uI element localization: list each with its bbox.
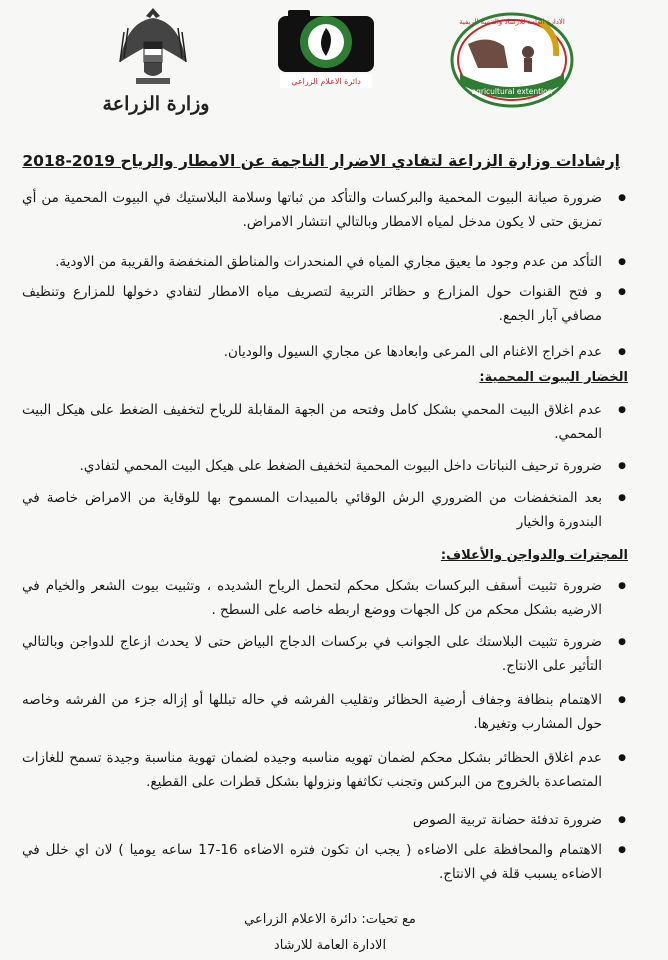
livestock-item-5: ● ضرورة تدفئة حضانة تربية الصوص	[22, 808, 628, 832]
eagle-emblem-logo	[116, 2, 190, 92]
general-item-4: ● عدم اخراج الاغنام الى المرعى وابعادها عن مجاري السيول والوديان.	[22, 340, 628, 364]
document-title: إرشادات وزارة الزراعة لتفادي الاضرار الناجمة عن الامطار والرياح 2019-2018	[22, 152, 620, 170]
general-item-2: ● التأكد من عدم وجود ما يعيق مجاري المياه في المنحدرات والمناطق المنخفضة والقريبة من الاودية.	[22, 250, 628, 274]
greenhouse-item-2: ● ضرورة ترحيف النباتات داخل البيوت المحمية لتخفيف الضغط على هيكل البيت المحمي لتفادي.	[22, 454, 628, 478]
greenhouse-heading: الخضار البيوت المحمية:	[479, 370, 628, 385]
general-item-1: ● ضرورة صيانة البيوت المحمية والبركسات والتأكد من ثباتها وسلامة البلاستيك في البيوت المحمية من أي تمزيق حتى لا يكون مدخل لمياه الامطار وبالتالي انتشار الامراض.	[22, 186, 628, 234]
livestock-item-2: ● ضرورة تثبيت البلاستك على الجوانب في بركسات الدجاج البياض حتى لا يحدث ازعاج للدواجن وبالتالي التأثير على الانتاج.	[22, 630, 628, 678]
ext-logo-arabic-text: الادارة العامة للارشاد والتنمية الريفية	[459, 18, 565, 26]
media-logo-text: دائرة الاعلام الزراعي	[291, 77, 361, 86]
footer-signoff: مع تحيات: دائرة الاعلام الزراعي	[244, 912, 416, 927]
livestock-item-4: ● عدم اغلاق الحظائر بشكل محكم لضمان تهويه مناسبه وجيده لضمان تهوية مناسبة وجيدة تسمح للغازات المتصاعدة بالخروج من البركس وتجنب تكاثفها ونزولها بشكل قطرات على القطيع.	[22, 746, 628, 794]
livestock-item-3: ● الاهتمام بنظافة وجفاف أرضية الحظائر وتقليب الفرشه في حاله تبللها أو إزاله جزء من الفرشه وخاصه حول المشارب وتغيرها.	[22, 688, 628, 736]
footer-department: الادارة العامة للارشاد	[273, 938, 387, 953]
ext-logo-english-text: agricultural extention	[471, 87, 553, 96]
agricultural-extension-logo	[448, 4, 576, 112]
livestock-item-1: ● ضرورة تثبيت أسقف البركسات بشكل محكم لتحمل الرياح الشديده ، وتثبيت بيوت الشعر والخيام في الارضيه بشكل محكم من كل الجهات ووضع اربطه خاصه على السطح .	[22, 574, 628, 622]
agricultural-media-camera-logo	[274, 4, 378, 88]
greenhouse-item-1: ● عدم اغلاق البيت المحمي بشكل كامل وفتحه من الجهة المقابلة للرياح لتخفيف الضغط على هيكل البيت المحمي.	[22, 398, 628, 446]
general-item-3: ● و فتح القنوات حول المزارع و حظائر التربية لتصريف مياه الامطار لتفادي دخولها للمزارع وتنظيف مصافي آبار الجمع.	[22, 280, 628, 328]
livestock-heading: المجترات والدواجن والأعلاف:	[440, 548, 628, 563]
greenhouse-item-3: ● بعد المنخفضات من الضروري الرش الوقائي بالمبيدات المسموح بها للوقاية من الامراض خاصة في البندورة والخيار	[22, 486, 628, 534]
livestock-item-6: ● الاهتمام والمحافظة على الاضاءه ( يجب ان تكون فتره الاضاءه 16-17 ساعه يوميا ) لان اي خلل في الاضاءه يسبب قلة في الانتاج.	[22, 838, 628, 886]
ministry-name: وزارة الزراعة	[102, 93, 210, 115]
